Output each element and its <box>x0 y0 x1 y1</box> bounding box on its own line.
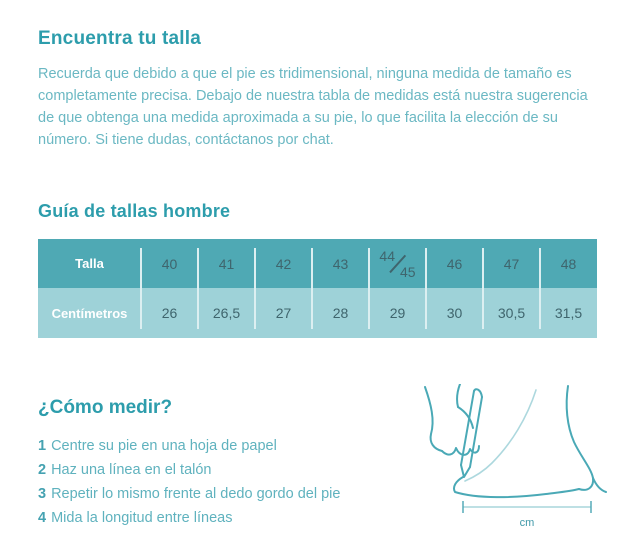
size-table-cm-row <box>38 288 597 338</box>
size-45: 45 <box>400 263 416 280</box>
step-number: 1 <box>38 438 47 454</box>
cm-cell-26: 26 <box>161 305 178 321</box>
cm-cell-28: 28 <box>332 305 349 321</box>
size-cell-42: 42 <box>275 255 292 272</box>
cm-cell-26-5: 26,5 <box>212 305 241 321</box>
column-divider <box>368 248 370 329</box>
cm-cell-31-5: 31,5 <box>554 305 583 321</box>
step-number: 2 <box>38 462 47 478</box>
page-title: Encuentra tu talla <box>38 28 202 49</box>
how-to-measure-title: ¿Cómo medir? <box>38 397 173 418</box>
column-divider <box>254 248 256 329</box>
column-divider <box>425 248 427 329</box>
step-number: 3 <box>38 486 47 502</box>
size-cell-48: 48 <box>560 255 577 272</box>
column-divider <box>482 248 484 329</box>
pen-top-cap <box>474 389 482 397</box>
hand-inner-line <box>457 384 460 407</box>
heel-ground-line <box>593 478 606 492</box>
cm-label: cm <box>519 517 535 529</box>
step-text: Mida la longitud entre líneas <box>51 510 233 526</box>
step-text: Centre su pie en una hoja de papel <box>51 438 277 454</box>
size-cell-41: 41 <box>218 255 235 272</box>
size-cell-40: 40 <box>161 255 178 272</box>
size-guide-title: Guía de tallas hombre <box>38 201 231 221</box>
size-table <box>38 239 597 338</box>
cm-cell-27: 27 <box>275 305 292 321</box>
cm-cell-30: 30 <box>446 305 463 321</box>
size-44: 44 <box>379 247 395 264</box>
foot-measuring-illustration <box>419 384 619 534</box>
size-cell-46: 46 <box>446 255 463 272</box>
step-text: Haz una línea en el talón <box>51 462 212 478</box>
hand-wrist-line <box>425 387 442 451</box>
column-divider <box>140 248 142 329</box>
size-cell-44-45 <box>369 239 426 288</box>
sole-outline <box>454 477 579 497</box>
column-divider <box>539 248 541 329</box>
step-number: 4 <box>38 510 47 526</box>
size-cell-43: 43 <box>332 255 349 272</box>
column-divider <box>311 248 313 329</box>
step-text: Repetir lo mismo frente al dedo gordo del pie <box>51 486 341 502</box>
size-table-header-row <box>38 239 597 288</box>
row-label-talla: Talla <box>75 256 104 271</box>
pen-tip <box>461 465 470 477</box>
cm-cell-29: 29 <box>389 305 406 321</box>
intro-paragraph: Recuerda que debido a que el pie es tridimensional, ninguna medida de tamaño es completamente precisa. Debajo de nuestra tabla de medidas está nuestra sugerencia de que obtenga una medida aproximada a su pie, lo que facilita la elección de su número. Si tiene dudas, contáctanos por chat. <box>38 66 588 148</box>
column-divider <box>197 248 199 329</box>
size-cell-47: 47 <box>503 255 520 272</box>
row-label-centimetros: Centímetros <box>51 305 128 321</box>
cm-cell-30-5: 30,5 <box>497 305 526 321</box>
heel-outline <box>567 386 593 490</box>
how-to-measure-section <box>38 397 597 530</box>
